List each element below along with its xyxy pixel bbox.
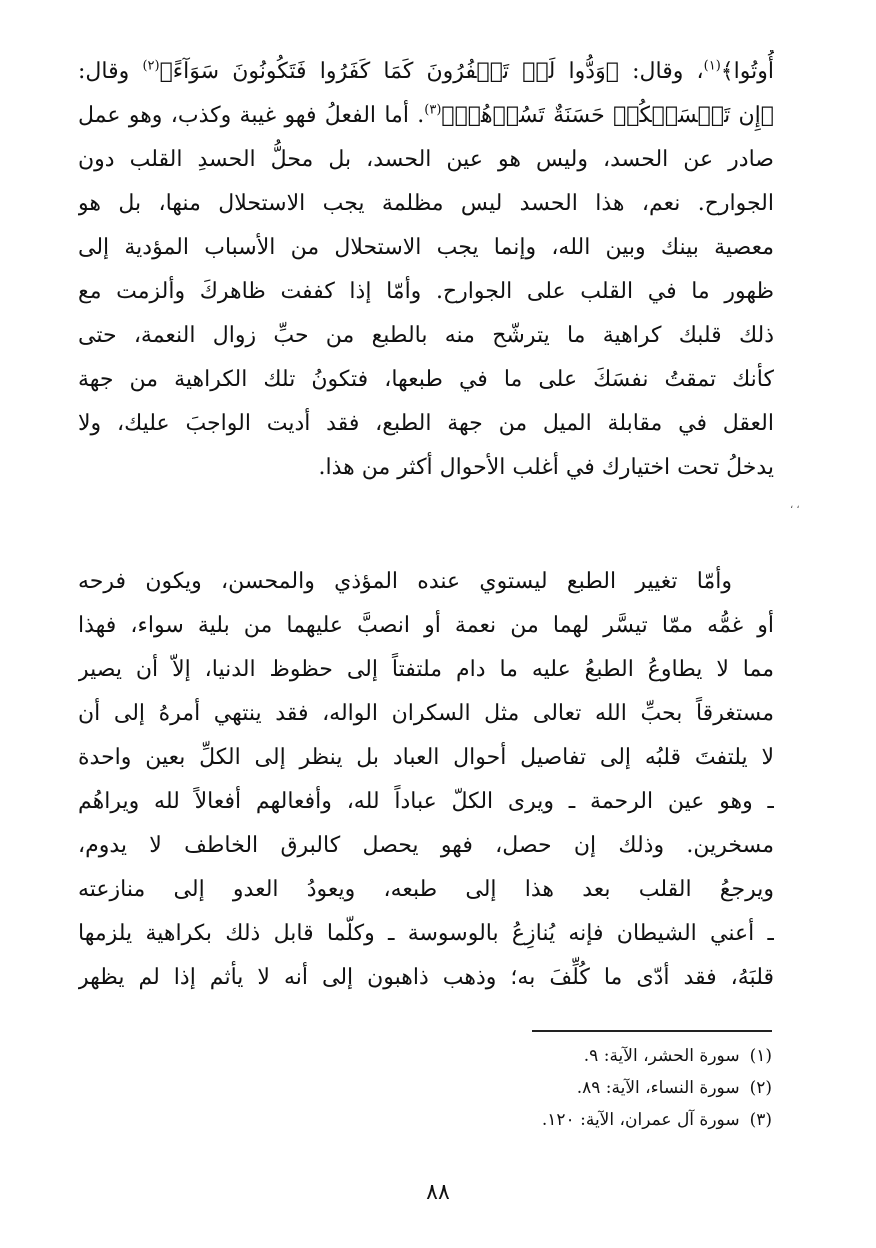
text-line: يدخلُ تحت اختيارك في أغلب الأحوال أكثر من هذا. [318, 455, 774, 480]
footnote-divider [532, 1030, 772, 1032]
footnotes [542, 1040, 772, 1136]
text-line: معصية بينك وبين الله، وإنما يجب الاستحلال من الأسباب المؤدية إلى [78, 235, 774, 260]
text-line: ظهور ما في القلب على الجوارح. وأمّا إذا كففت ظاهركَ وألزمت مع [78, 279, 774, 304]
text-line: ذلك قلبك كراهية ما يترشّح منه بالطبع من حبِّ زوال النعمة، حتى [78, 323, 774, 348]
footnote-number: (١) [749, 1046, 772, 1066]
footnote-number: (٣) [749, 1110, 772, 1130]
text-line: وأمّا تغيير الطبع ليستوي عنده المؤذي والمحسن، ويكون فرحه [78, 569, 732, 594]
footnote-item [542, 1040, 772, 1072]
text-line: أُوتُوا﴾$^{(١)}$، وقال: ﴿وَدُّوا لَوۡ تَكۡفُرُونَ كَمَا كَفَرُوا فَتَكُونُونَ سَوَآءً﴾$^{(٢)}$ وقال: [78, 58, 774, 84]
footnote-mark: (٢) [142, 58, 160, 74]
text-line: مسخرين. وذلك إن حصل، فهو يحصل كالبرق الخاطف لا يدوم، [78, 833, 774, 858]
text-line: مستغرقاً بحبِّ الله تعالى مثل السكران الواله، فقد ينتهي أمرهُ إلى أن [78, 701, 774, 726]
text-line: لا يلتفتَ قلبُه إلى تفاصيل أحوال العباد بل ينظر إلى الكلِّ بعين واحدة [78, 745, 774, 770]
paragraph-1 [78, 50, 774, 490]
page-number: ٨٨ [426, 1180, 450, 1205]
text-line: قلبَهُ، فقد أدّى ما كُلِّفَ به؛ وذهب ذاهبون إلى أنه لا يأثم إذا لم يظهر [78, 965, 774, 990]
text-line: العقل في مقابلة الميل من جهة الطبع، فقد أديت الواجبَ عليك، ولا [78, 411, 774, 436]
footnote-text: سورة الحشر، الآية: ٩. [583, 1046, 740, 1066]
stray-mark: ، ، [790, 500, 800, 511]
text-line: أو غمُّه ممّا تيسَّر لهما من نعمة أو انصبَّ عليهما من بلية سواء، فهذا [78, 613, 774, 638]
footnote-mark: (٣) [424, 102, 442, 118]
text-line: صادر عن الحسد، وليس هو عين الحسد، بل محلُّ الحسدِ القلب دون [78, 147, 774, 172]
footnote-mark: (١) [703, 58, 721, 74]
text-line: ـ أعني الشيطان فإنه يُنازِعُ بالوسوسة ـ وكلّما قابل ذلك بكراهية يلزمها [78, 921, 774, 946]
footnote-item [542, 1072, 772, 1104]
footnote-item [542, 1104, 772, 1136]
text-line: كأنك تمقتُ نفسَكَ على ما في طبعها، فتكونُ تلك الكراهية من جهة [78, 367, 774, 392]
text-line: ويرجعُ القلب بعد هذا إلى طبعه، ويعودُ العدو إلى منازعته [78, 877, 774, 902]
paragraph-2 [78, 560, 774, 1000]
footnote-number: (٢) [749, 1078, 772, 1098]
footnote-text: سورة النساء، الآية: ٨٩. [576, 1078, 740, 1098]
text-line: الجوارح. نعم، هذا الحسد ليس مظلمة يجب الاستحلال منها، بل هو [78, 191, 774, 216]
text-line: مما لا يطاوعُ الطبعُ عليه ما دام ملتفتاً إلى حظوظ الدنيا، إلاّ أن يصير [78, 657, 774, 682]
footnote-text: سورة آل عمران، الآية: ١٢٠. [541, 1110, 740, 1130]
text-line: ـ وهو عين الرحمة ـ ويرى الكلّ عباداً لله، وأفعالهم أفعالاً لله ويراهُم [78, 789, 774, 814]
text-line: ﴿إِن تَمۡسَسۡكُمۡ حَسَنَةٌ تَسُؤۡهُمۡ﴾$^{(٣)}$. أما الفعلُ فهو غيبة وكذب، وهو عمل [78, 102, 774, 128]
